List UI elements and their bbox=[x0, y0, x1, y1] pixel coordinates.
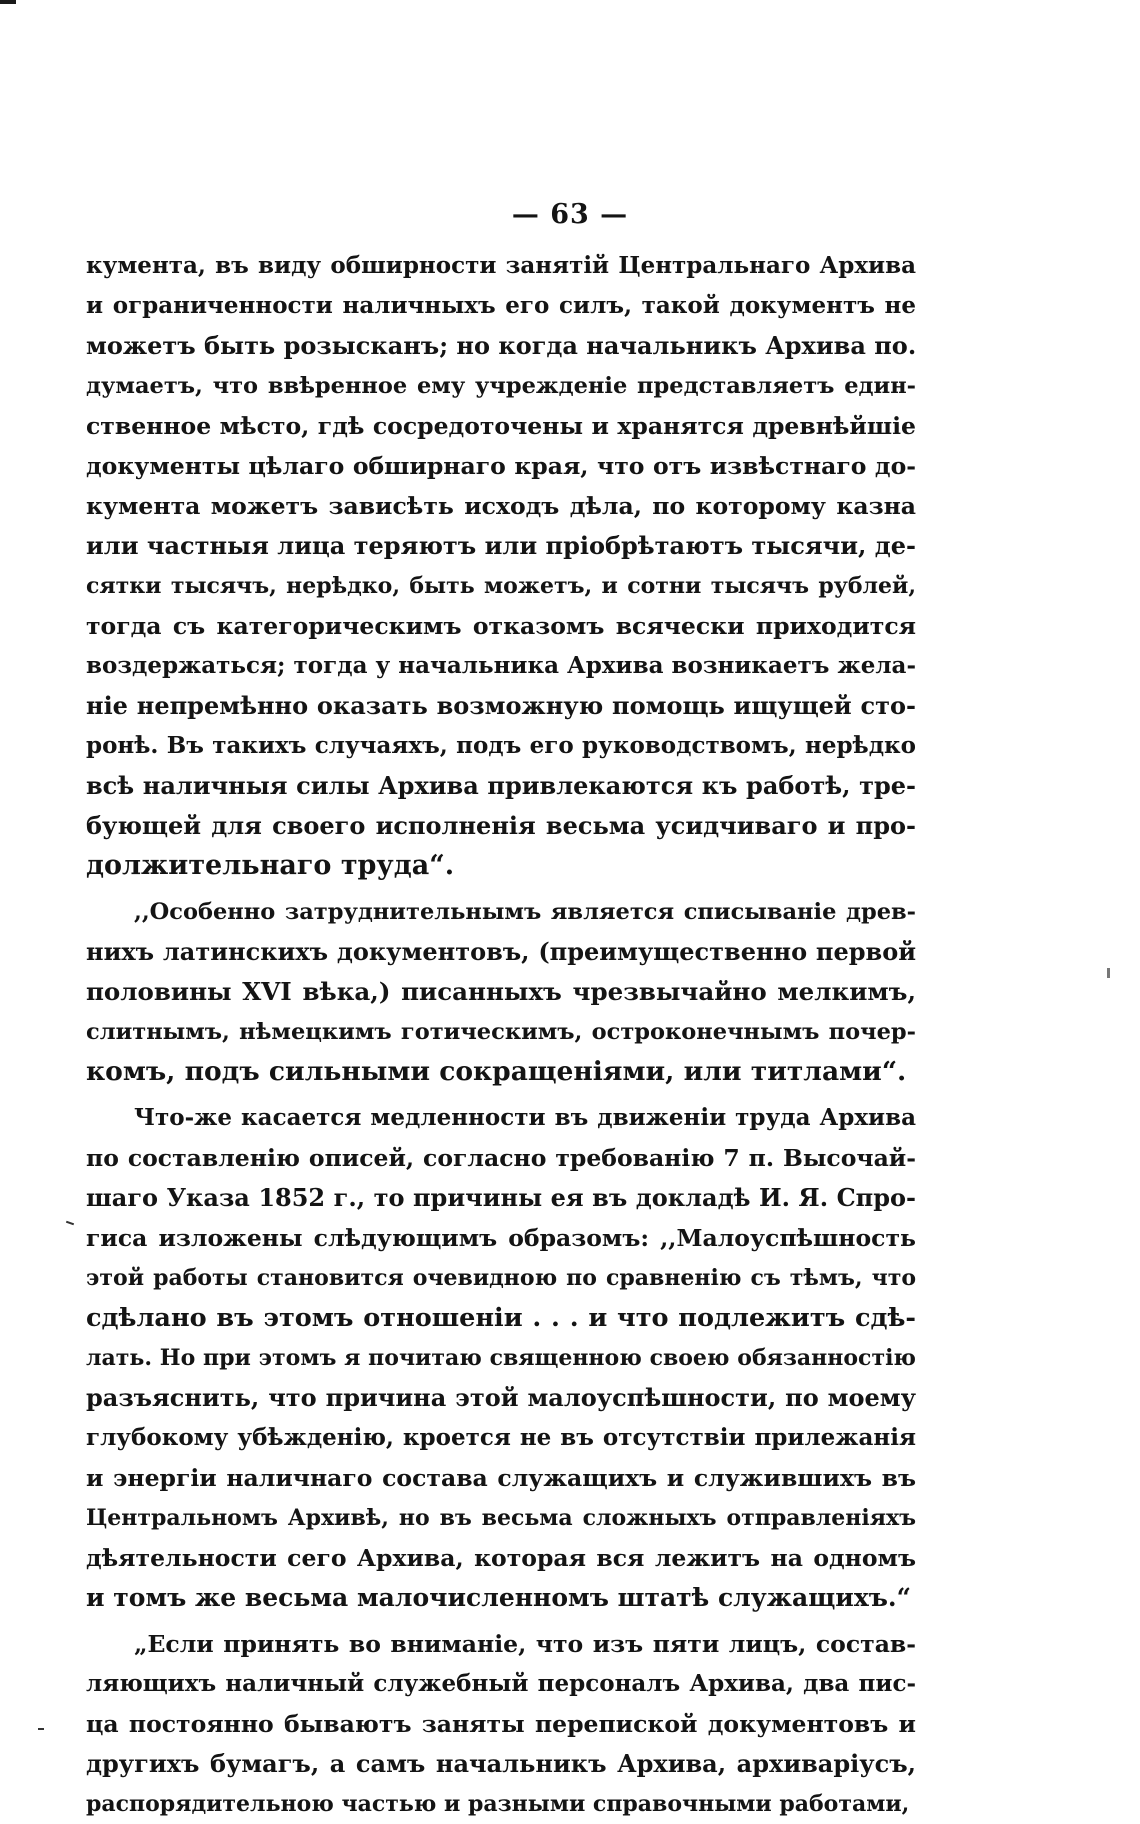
text-line: Что-же касается медленности въ движеніи труда Архива bbox=[134, 1104, 916, 1131]
text-line: шаго Указа 1852 г., то причины ея въ докладѣ И. Я. Спро- bbox=[86, 1183, 916, 1212]
paragraph bbox=[86, 1098, 916, 1618]
text-line: или частныя лица теряютъ или пріобрѣтаютъ тысячи, де- bbox=[86, 531, 916, 560]
text-line: кумента, въ виду обширности занятій Центральнаго Архива bbox=[86, 252, 916, 279]
text-line: и томъ же весьма малочисленномъ штатѣ служащихъ.“ bbox=[86, 1583, 912, 1612]
text-line: другихъ бумагъ, а самъ начальникъ Архива, архиваріусъ, bbox=[86, 1749, 916, 1778]
text-line: разъяснить, что причина этой малоуспѣшности, по моему bbox=[86, 1383, 916, 1412]
text-line: „Если принять во вниманіе, что изъ пяти лицъ, состав- bbox=[134, 1630, 916, 1658]
scan-speck bbox=[66, 1221, 74, 1226]
text-body bbox=[86, 246, 916, 1824]
scan-speck bbox=[38, 1728, 44, 1730]
paragraph bbox=[86, 246, 916, 886]
text-line: ронѣ. Въ такихъ случаяхъ, подъ его руководствомъ, нерѣдко bbox=[86, 732, 916, 759]
paragraph bbox=[86, 1624, 916, 1824]
text-line: глубокому убѣжденію, кроется не въ отсутствіи прилежанія bbox=[86, 1424, 916, 1451]
text-line: слитнымъ, нѣмецкимъ готическимъ, остроконечнымъ почер- bbox=[86, 1019, 916, 1045]
text-line: ственное мѣсто, гдѣ сосредоточены и хранятся древнѣйшіе bbox=[86, 412, 916, 440]
text-line: этой работы становится очевидною по сравненію съ тѣмъ, что bbox=[86, 1265, 916, 1291]
text-line: и ограниченности наличныхъ его силъ, такой документъ не bbox=[86, 292, 916, 319]
text-line: и энергіи наличнаго состава служащихъ и служившихъ въ bbox=[86, 1464, 916, 1492]
text-line: лать. Но при этомъ я почитаю священною своею обязанностію bbox=[86, 1345, 916, 1371]
text-line: воздержаться; тогда у начальника Архива возникаетъ жела- bbox=[86, 652, 916, 679]
text-line: по составленію описей, согласно требованію 7 п. Высочай- bbox=[86, 1144, 916, 1172]
text-line: думаетъ, что ввѣренное ему учрежденіе представляетъ един- bbox=[86, 373, 916, 399]
text-line: бующей для своего исполненія весьма усидчиваго и про- bbox=[86, 811, 916, 840]
text-line: ляющихъ наличный служебный персоналъ Архива, два пис- bbox=[86, 1670, 916, 1697]
paragraph bbox=[86, 892, 916, 1092]
page-number: — 63 — bbox=[511, 199, 629, 230]
scan-corner-mark bbox=[0, 0, 16, 4]
text-line: гиса изложены слѣдующимъ образомъ: ,,Малоуспѣшность bbox=[86, 1224, 916, 1252]
scan-speck bbox=[1107, 968, 1110, 978]
text-line: кумента можетъ зависѣть исходъ дѣла, по которому казна bbox=[86, 492, 916, 520]
text-line: можетъ быть розысканъ; но когда начальникъ Архива по. bbox=[86, 331, 916, 360]
text-line: сдѣлано въ этомъ отношеніи . . . и что подлежитъ сдѣ- bbox=[86, 1303, 916, 1333]
text-line: распорядительною частью и разными справочными работами, bbox=[86, 1791, 910, 1817]
text-line: комъ, подъ сильными сокращеніями, или титлами“. bbox=[86, 1056, 907, 1087]
text-line: документы цѣлаго обширнаго края, что отъ извѣстнаго до- bbox=[86, 452, 916, 480]
text-line: дѣятельности сего Архива, которая вся лежитъ на одномъ bbox=[86, 1544, 916, 1572]
text-line: тогда съ категорическимъ отказомъ всячески приходится bbox=[86, 612, 916, 640]
text-line: половины XVI вѣка,) писанныхъ чрезвычайно мелкимъ, bbox=[86, 977, 916, 1006]
text-line: ца постоянно бываютъ заняты перепиской документовъ и bbox=[86, 1710, 916, 1738]
text-line: ніе непремѣнно оказать возможную помощь ищущей сто- bbox=[86, 691, 916, 720]
text-line: Центральномъ Архивѣ, но въ весьма сложныхъ отправленіяхъ bbox=[86, 1505, 916, 1531]
text-line: ,,Особенно затруднительнымъ является списываніе древ- bbox=[134, 899, 916, 925]
text-line: должительнаго труда“. bbox=[86, 850, 455, 881]
text-line: сятки тысячъ, нерѣдко, быть можетъ, и сотни тысячъ рублей, bbox=[86, 573, 916, 599]
text-line: всѣ наличныя силы Архива привлекаются къ работѣ, тре- bbox=[86, 771, 916, 800]
text-line: нихъ латинскихъ документовъ, (преимущественно первой bbox=[86, 937, 916, 966]
